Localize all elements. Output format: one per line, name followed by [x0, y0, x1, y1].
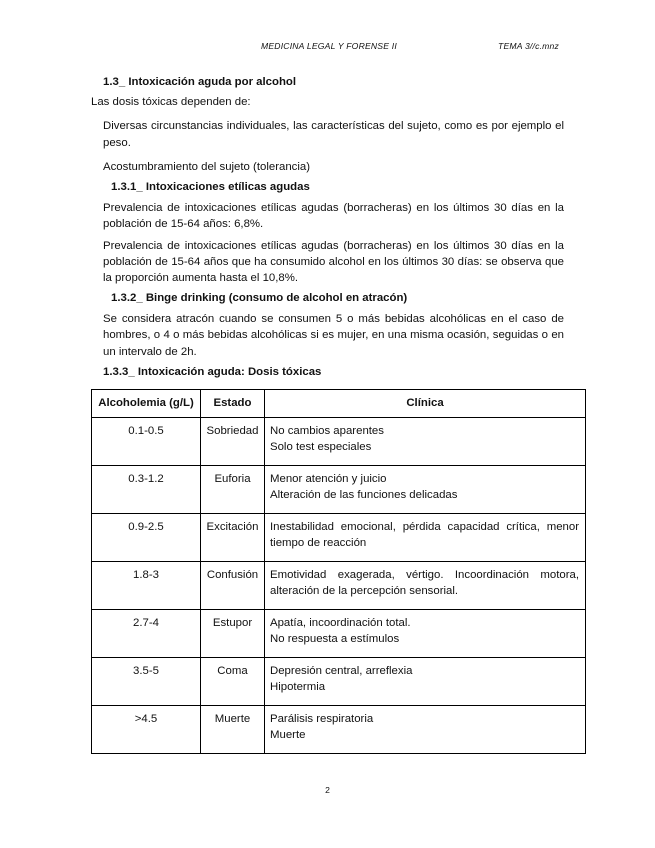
paragraph-circumstances: Diversas circunstancias individuales, las características del sujeto, como es por ejemplo el peso. — [103, 120, 564, 149]
section-heading-1-3-2: 1.3.2_ Binge drinking (consumo de alcohol en atracón) — [111, 292, 408, 305]
clinica-line: No cambios aparentes — [270, 425, 384, 437]
section-heading-1-3: 1.3_ Intoxicación aguda por alcohol — [103, 76, 297, 88]
section-heading-1-3-3: 1.3.3_ Intoxicación aguda: Dosis tóxicas — [103, 365, 322, 378]
cell-estado: Excitación — [201, 514, 265, 562]
clinica-line: Hipotermia — [270, 681, 326, 694]
paragraph-intro: Las dosis tóxicas dependen de: — [91, 96, 251, 109]
clinica-line: Alteración de las funciones delicadas — [270, 489, 458, 502]
clinica-line: Solo test especiales — [270, 441, 372, 454]
table-row — [92, 514, 586, 562]
cell-estado: Euforia — [201, 466, 265, 514]
column-header-alcoholemia: Alcoholemia (g/L) — [92, 390, 201, 418]
cell-alcoholemia: 1.8-3 — [92, 562, 201, 610]
clinica-line: Depresión central, arreflexia — [270, 665, 413, 677]
cell-clinica — [265, 418, 586, 466]
paragraph-prevalence-general: Prevalencia de intoxicaciones etílicas agudas (borracheras) en los últimos 30 días en la población de 15-64 años: 6,8%. — [103, 202, 564, 231]
section-heading-1-3-1: 1.3.1_ Intoxicaciones etílicas agudas — [111, 180, 310, 193]
table-header-row — [92, 390, 586, 418]
cell-clinica — [265, 706, 586, 754]
column-header-estado: Estado — [201, 390, 265, 418]
clinica-line: Parálisis respiratoria — [270, 713, 374, 725]
running-header-topic: TEMA 3//c.mnz — [498, 41, 560, 51]
running-header-course: MEDICINA LEGAL Y FORENSE II — [261, 41, 397, 51]
table-row — [92, 562, 586, 610]
toxic-doses-table — [91, 389, 586, 754]
cell-estado: Muerte — [201, 706, 265, 754]
document-body — [91, 74, 579, 754]
clinica-line: Emotividad exagerada, vértigo. Incoordinación motora, alteración de la percepción sensorial. — [270, 569, 579, 598]
clinica-line: No respuesta a estímulos — [270, 633, 400, 646]
paragraph-tolerance: Acostumbramiento del sujeto (tolerancia) — [103, 160, 311, 173]
cell-clinica — [265, 514, 586, 562]
cell-clinica — [265, 610, 586, 658]
table-row — [92, 418, 586, 466]
clinica-line: Menor atención y juicio — [270, 473, 387, 485]
cell-alcoholemia: >4.5 — [92, 706, 201, 754]
cell-alcoholemia: 0.1-0.5 — [92, 418, 201, 466]
table-row — [92, 610, 586, 658]
cell-alcoholemia: 0.9-2.5 — [92, 514, 201, 562]
clinica-line: Inestabilidad emocional, pérdida capacidad crítica, menor tiempo de reacción — [270, 521, 579, 550]
cell-estado: Estupor — [201, 610, 265, 658]
cell-alcoholemia: 2.7-4 — [92, 610, 201, 658]
cell-estado: Sobriedad — [201, 418, 265, 466]
cell-estado: Confusión — [201, 562, 265, 610]
cell-alcoholemia: 3.5-5 — [92, 658, 201, 706]
cell-alcoholemia: 0.3-1.2 — [92, 466, 201, 514]
cell-clinica — [265, 658, 586, 706]
cell-estado: Coma — [201, 658, 265, 706]
cell-clinica — [265, 466, 586, 514]
table-row — [92, 466, 586, 514]
paragraph-prevalence-drinkers: Prevalencia de intoxicaciones etílicas agudas (borracheras) en los últimos 30 días en la población de 15-64 años que ha consumido alcohol en los últimos 30 días: se observa que la proporción aumenta hasta el 10,8%. — [103, 239, 564, 284]
column-header-clinica: Clínica — [265, 390, 586, 418]
paragraph-binge-definition: Se considera atracón cuando se consumen 5 o más bebidas alcohólicas en el caso de hombres, o 4 o más bebidas alcohólicas si es mujer, en una misma ocasión, seguidas o en un intervalo de 2h. — [103, 313, 564, 358]
table-row — [92, 706, 586, 754]
cell-clinica — [265, 562, 586, 610]
clinica-line: Muerte — [270, 729, 306, 742]
page-number: 2 — [325, 785, 330, 795]
table-row — [92, 658, 586, 706]
clinica-line: Apatía, incoordinación total. — [270, 617, 411, 629]
